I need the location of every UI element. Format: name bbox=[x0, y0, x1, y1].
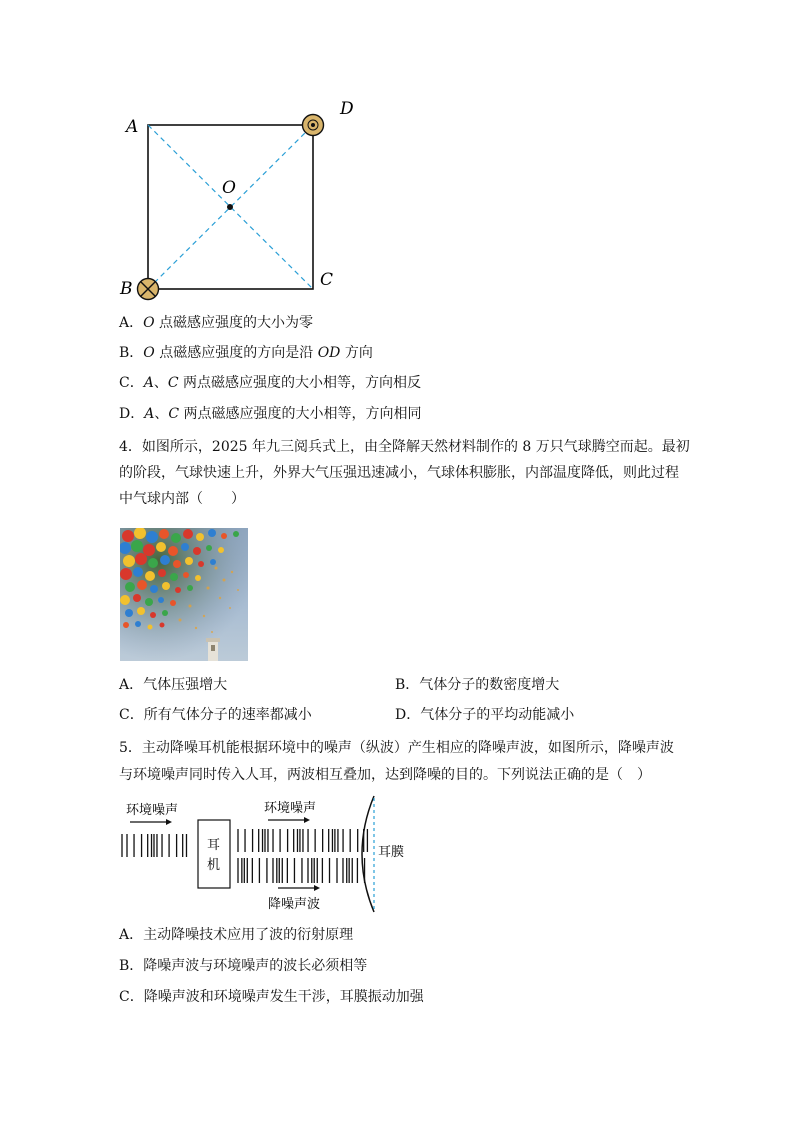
arrow-right-icon bbox=[278, 885, 320, 891]
headphone-label-1: 耳 bbox=[207, 838, 221, 853]
balloons-drawing bbox=[120, 528, 248, 661]
label-b: B bbox=[120, 279, 133, 299]
magnetic-field-figure bbox=[110, 90, 370, 305]
q4-option-b: B．气体分子的数密度增大 bbox=[395, 677, 560, 693]
q3-option-a: A．O 点磁感应强度的大小为零 bbox=[119, 315, 314, 331]
eardrum-curve bbox=[362, 796, 374, 912]
q3-option-d: D．A、C 两点磁感应强度的大小相等，方向相同 bbox=[119, 406, 422, 422]
ambient-wave-left bbox=[122, 834, 186, 857]
label-a: A bbox=[126, 117, 139, 137]
q5-stem-line-2: 与环境噪声同时传入人耳，两波相互叠加，达到降噪的目的。下列说法正确的是（ ） bbox=[119, 767, 651, 783]
ambient-noise-label-right: 环境噪声 bbox=[264, 801, 317, 816]
q4-option-c: C．所有气体分子的速率都减小 bbox=[119, 707, 312, 723]
arrow-right-icon bbox=[130, 819, 172, 825]
q5-option-b: B．降噪声波与环境噪声的波长必须相等 bbox=[119, 958, 368, 974]
anti-noise-label: 降噪声波 bbox=[268, 897, 321, 912]
q4-stem-line-1: 4．如图所示，2025 年九三阅兵式上，由全降解天然材料制作的 8 万只气球腾空而起。最初 bbox=[119, 439, 690, 455]
anti-noise-wave bbox=[238, 858, 365, 883]
label-d: D bbox=[340, 99, 354, 119]
q4-stem-line-2: 的阶段，气球快速上升，外界大气压强迅速减小，气球体积膨胀，内部温度降低，则此过程 bbox=[119, 465, 679, 481]
building-tower bbox=[206, 638, 220, 661]
q5-option-a: A．主动降噪技术应用了波的衍射原理 bbox=[119, 927, 354, 943]
ambient-wave-right bbox=[238, 829, 367, 852]
headphone-label-2: 机 bbox=[207, 858, 221, 873]
arrow-right-icon bbox=[268, 817, 310, 823]
q3-option-b: B．O 点磁感应强度的方向是沿 OD 方向 bbox=[119, 345, 373, 361]
label-o: O bbox=[222, 178, 236, 198]
label-c: C bbox=[320, 270, 334, 290]
wire-into-page-icon bbox=[138, 279, 159, 300]
ambient-noise-label-left: 环境噪声 bbox=[126, 803, 179, 818]
noise-cancelling-figure bbox=[118, 793, 418, 915]
headphone-box bbox=[198, 820, 230, 888]
q4-option-d: D．气体分子的平均动能减小 bbox=[395, 707, 575, 723]
center-point bbox=[227, 204, 233, 210]
q4-stem-line-3: 中气球内部（ ） bbox=[119, 491, 245, 507]
q5-option-c: C．降噪声波和环境噪声发生干涉，耳膜振动加强 bbox=[119, 989, 424, 1005]
q3-option-c: C．A、C 两点磁感应强度的大小相等，方向相反 bbox=[119, 375, 422, 391]
q5-stem-line-1: 5．主动降噪耳机能根据环境中的噪声（纵波）产生相应的降噪声波，如图所示，降噪声波 bbox=[119, 740, 674, 756]
balloons-photo bbox=[120, 528, 248, 661]
eardrum-label: 耳膜 bbox=[378, 845, 405, 860]
wire-out-of-page-icon bbox=[303, 115, 324, 136]
q4-option-a: A．气体压强增大 bbox=[119, 677, 228, 693]
